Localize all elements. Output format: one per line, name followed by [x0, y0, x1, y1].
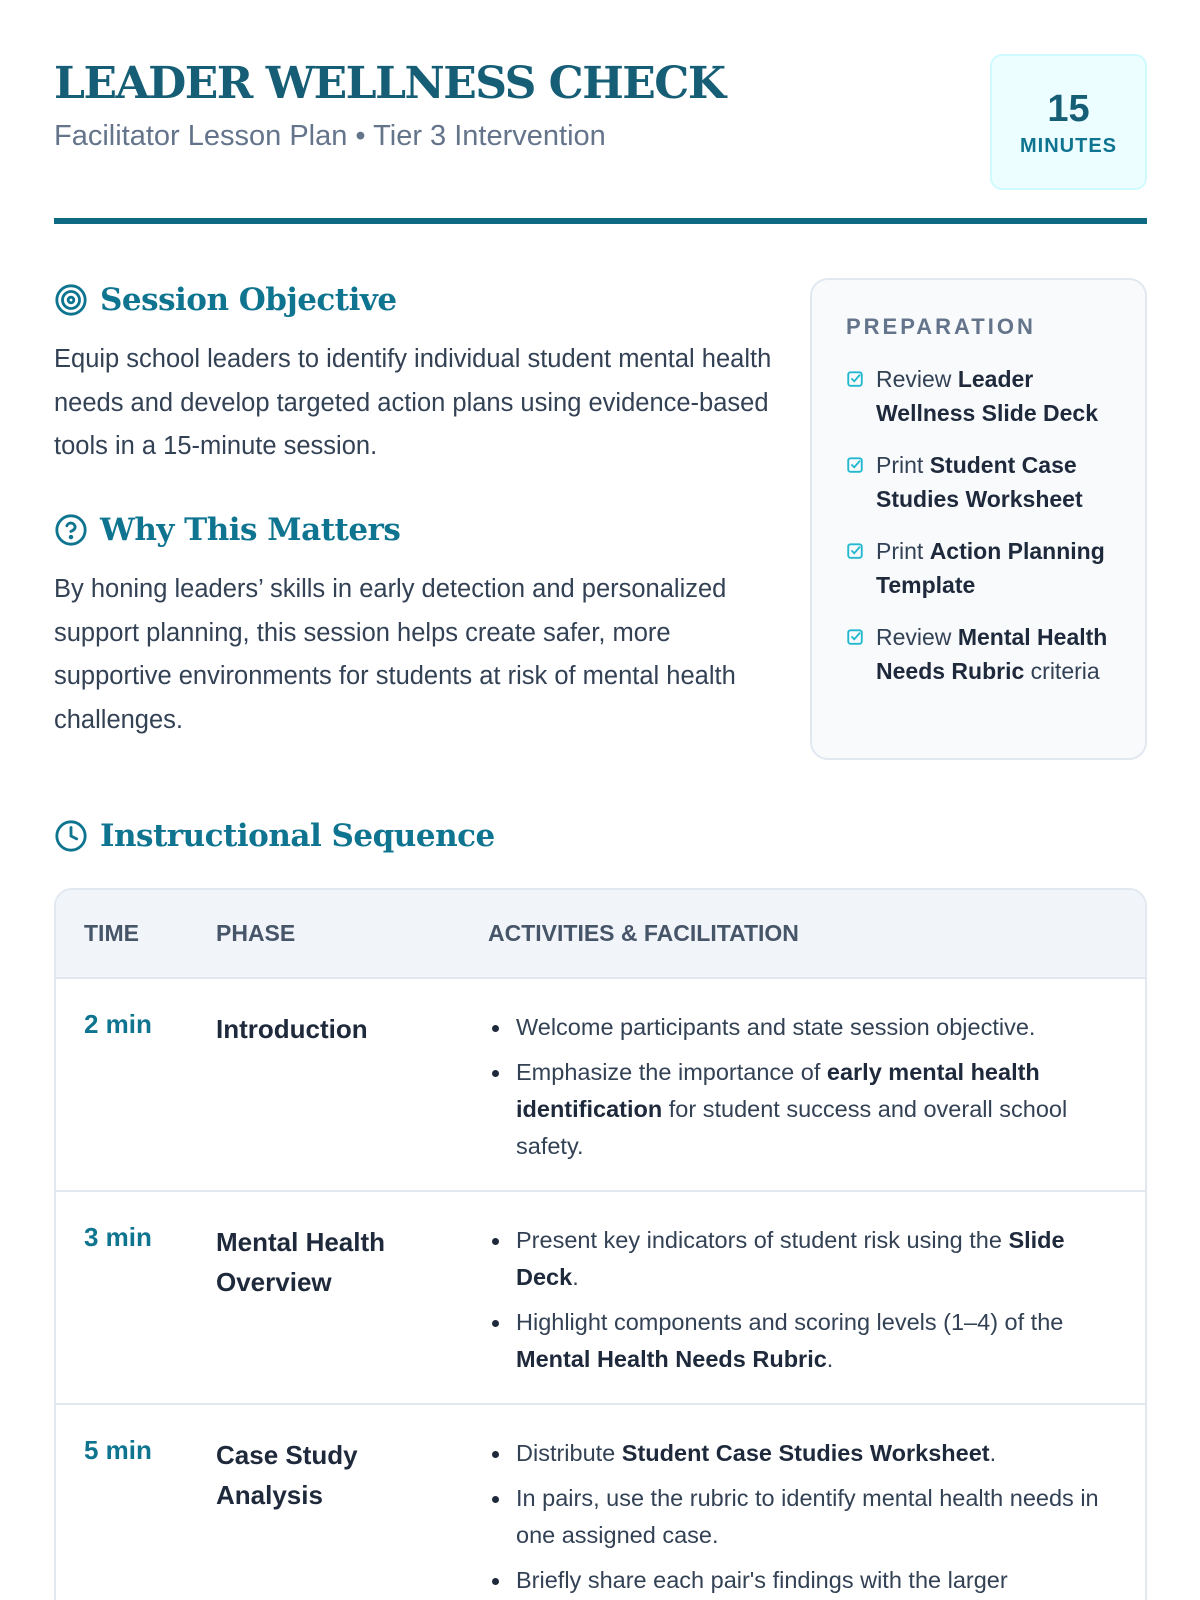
time-cell: 3 min	[84, 1222, 152, 1252]
text: .	[572, 1264, 579, 1290]
text: Highlight components and scoring levels (1–4) of the	[516, 1309, 1064, 1335]
preparation-item-text	[876, 448, 1115, 516]
sequence-table	[54, 888, 1147, 1600]
emphasis-text: Mental Health Needs Rubric	[516, 1346, 827, 1372]
text: Welcome participants and state session objective.	[516, 1014, 1036, 1040]
preparation-item-text	[876, 534, 1115, 602]
activity-bullet	[488, 1054, 1125, 1165]
phase-cell: Introduction	[216, 1014, 368, 1044]
phase-cell: Case Study Analysis	[216, 1440, 358, 1510]
table-row	[56, 1192, 1145, 1405]
duration-unit: MINUTES	[1020, 135, 1117, 157]
objective-heading-text: Session Objective	[100, 282, 397, 318]
activity-bullet	[488, 1562, 1125, 1599]
page-subtitle: Facilitator Lesson Plan • Tier 3 Intervention	[54, 120, 606, 152]
why-text: By honing leaders’ skills in early detection and personalized support planning, this session helps create safer, more supportive environments for students at risk of mental health challenges.	[54, 575, 736, 734]
duration-badge	[990, 54, 1147, 190]
clock-icon	[54, 819, 88, 853]
preparation-item-text	[876, 620, 1115, 688]
preparation-item	[846, 534, 1115, 602]
column-header-activities: ACTIVITIES & FACILITATION	[488, 920, 799, 946]
text: Emphasize the importance of	[516, 1059, 827, 1085]
activity-bullet	[488, 1435, 1125, 1472]
activity-bullet	[488, 1304, 1125, 1378]
preparation-item	[846, 362, 1115, 430]
text: criteria	[1024, 658, 1100, 684]
activity-bullet	[488, 1480, 1125, 1554]
text: Present key indicators of student risk using the	[516, 1227, 1009, 1253]
checkbox-checked-icon	[846, 542, 864, 560]
preparation-panel	[810, 278, 1147, 760]
text: Review	[876, 624, 958, 650]
table-row	[56, 979, 1145, 1192]
emphasis-text: Slide Deck	[516, 1227, 1065, 1290]
emphasis-text: Action Planning Template	[876, 538, 1105, 598]
column-header-phase: PHASE	[216, 920, 296, 946]
text: In pairs, use the rubric to identify mental health needs in one assigned case.	[516, 1485, 1099, 1548]
header-divider	[54, 218, 1147, 224]
text: Print	[876, 452, 930, 478]
emphasis-text: Leader Wellness Slide Deck	[876, 366, 1099, 426]
text: .	[826, 1346, 834, 1372]
activities-cell	[488, 1222, 1145, 1403]
activities-cell	[488, 1009, 1145, 1190]
why-heading	[54, 512, 400, 548]
activity-bullet	[488, 1222, 1125, 1296]
preparation-item	[846, 620, 1115, 688]
text: Review	[876, 366, 958, 392]
sequence-heading	[54, 818, 495, 854]
emphasis-text: early mental health identification	[516, 1059, 1040, 1122]
text: Briefly share each pair's findings with the larger	[516, 1567, 1008, 1593]
checkbox-checked-icon	[846, 370, 864, 388]
checkbox-checked-icon	[846, 628, 864, 646]
table-row	[56, 1405, 1145, 1600]
preparation-heading: PREPARATION	[846, 314, 1036, 339]
text: Distribute	[516, 1440, 622, 1466]
preparation-item-text	[876, 362, 1115, 430]
activity-bullet	[488, 1009, 1125, 1046]
page-title: LEADER WELLNESS CHECK	[54, 58, 725, 109]
checkbox-checked-icon	[846, 456, 864, 474]
table-header	[56, 890, 1145, 979]
why-heading-text: Why This Matters	[100, 512, 401, 548]
help-circle-icon	[54, 513, 88, 547]
time-cell: 2 min	[84, 1009, 152, 1039]
text: .	[989, 1440, 997, 1466]
preparation-item	[846, 448, 1115, 516]
activities-cell	[488, 1435, 1145, 1600]
emphasis-text: Mental Health Needs Rubric	[876, 624, 1108, 684]
objective-text: Equip school leaders to identify individual student mental health needs and develop targeted action plans using evidence-based tools in a 15-minute session.	[54, 345, 772, 460]
duration-value: 15	[1047, 88, 1090, 130]
objective-heading	[54, 282, 397, 318]
emphasis-text: Student Case Studies Worksheet	[876, 452, 1083, 512]
column-header-time: TIME	[84, 920, 139, 946]
text: for student success and overall school safety.	[516, 1096, 1068, 1159]
time-cell: 5 min	[84, 1435, 152, 1465]
emphasis-text: Student Case Studies Worksheet	[621, 1440, 990, 1466]
phase-cell: Mental Health Overview	[216, 1227, 386, 1297]
text: Print	[876, 538, 930, 564]
target-icon	[54, 283, 88, 317]
sequence-heading-text: Instructional Sequence	[100, 818, 495, 854]
